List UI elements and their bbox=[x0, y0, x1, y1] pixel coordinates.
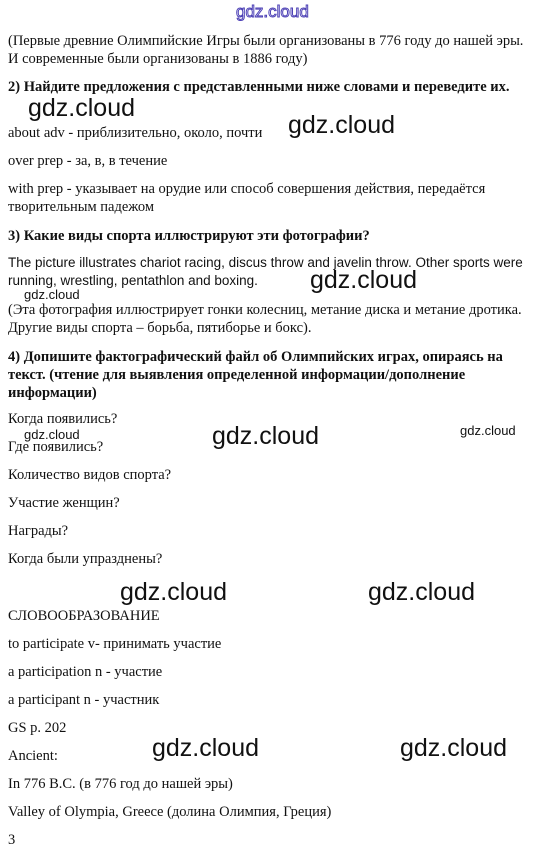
question-number-of-sports: Количество видов спорта? bbox=[8, 467, 172, 483]
watermark: gdz.cloud bbox=[28, 94, 136, 122]
gs-page-reference: GS p. 202 bbox=[8, 720, 67, 736]
word-about: about adv - приблизительно, около, почти bbox=[8, 125, 263, 141]
word-participation: a participation n - участие bbox=[8, 664, 163, 680]
ancient-label: Ancient: bbox=[8, 748, 58, 764]
picture-description-en: The picture illustrates chariot racing, discus throw and javelin throw. Other sports were running, wrestling, pentathlon and boxing. bbox=[8, 255, 523, 288]
watermark: gdz.cloud bbox=[310, 266, 418, 294]
watermark: gdz.cloud bbox=[288, 111, 396, 139]
watermark: gdz.cloud bbox=[152, 734, 260, 762]
picture-description-ru: (Эта фотография иллюстрирует гонки колесниц, метание диска и метание дротика. Другие виды спорта – борьба, пятиборье и бокс). bbox=[8, 302, 522, 336]
task-2-heading: 2) Найдите предложения с представленными ниже словами и переведите их. bbox=[8, 79, 510, 95]
ancient-location: Valley of Olympia, Greece (долина Олимпия, Греция) bbox=[8, 804, 332, 820]
watermark: gdz.cloud bbox=[24, 287, 80, 302]
question-awards: Награды? bbox=[8, 523, 69, 539]
question-where-appeared: Где появились? bbox=[8, 439, 104, 455]
word-over: over prep - за, в, в течение bbox=[8, 153, 168, 169]
watermark: gdz.cloud bbox=[24, 427, 80, 442]
task-4-heading: 4) Допишите фактографический файл об Олимпийских играх, опираясь на текст. (чтение для выявления определенной информации/дополнение информации) bbox=[8, 349, 503, 401]
word-formation-heading: СЛОВООБРАЗОВАНИЕ bbox=[8, 608, 160, 624]
question-women-participation: Участие женщин? bbox=[8, 495, 120, 511]
word-with: with prep - указывает на орудие или способ совершения действия, передаётся творительным падежом bbox=[8, 181, 486, 215]
task-3-heading: 3) Какие виды спорта иллюстрируют эти фотографии? bbox=[8, 228, 370, 244]
watermark: gdz.cloud bbox=[120, 578, 228, 606]
question-when-abolished: Когда были упразднены? bbox=[8, 551, 163, 567]
question-when-appeared: Когда появились? bbox=[8, 411, 118, 427]
header-watermark: gdz.cloud bbox=[236, 2, 309, 21]
ancient-year: In 776 B.C. (в 776 год до нашей эры) bbox=[8, 776, 233, 792]
word-participant: a participant n - участник bbox=[8, 692, 160, 708]
watermark: gdz.cloud bbox=[460, 423, 516, 438]
intro-paragraph: (Первые древние Олимпийские Игры были организованы в 776 году до нашей эры. И современные были организованы в 1886 году) bbox=[8, 33, 524, 67]
word-participate: to participate v- принимать участие bbox=[8, 636, 222, 652]
watermark: gdz.cloud bbox=[368, 578, 476, 606]
watermark: gdz.cloud bbox=[400, 734, 508, 762]
watermark: gdz.cloud bbox=[212, 422, 320, 450]
page-number-3: 3 bbox=[8, 832, 16, 848]
